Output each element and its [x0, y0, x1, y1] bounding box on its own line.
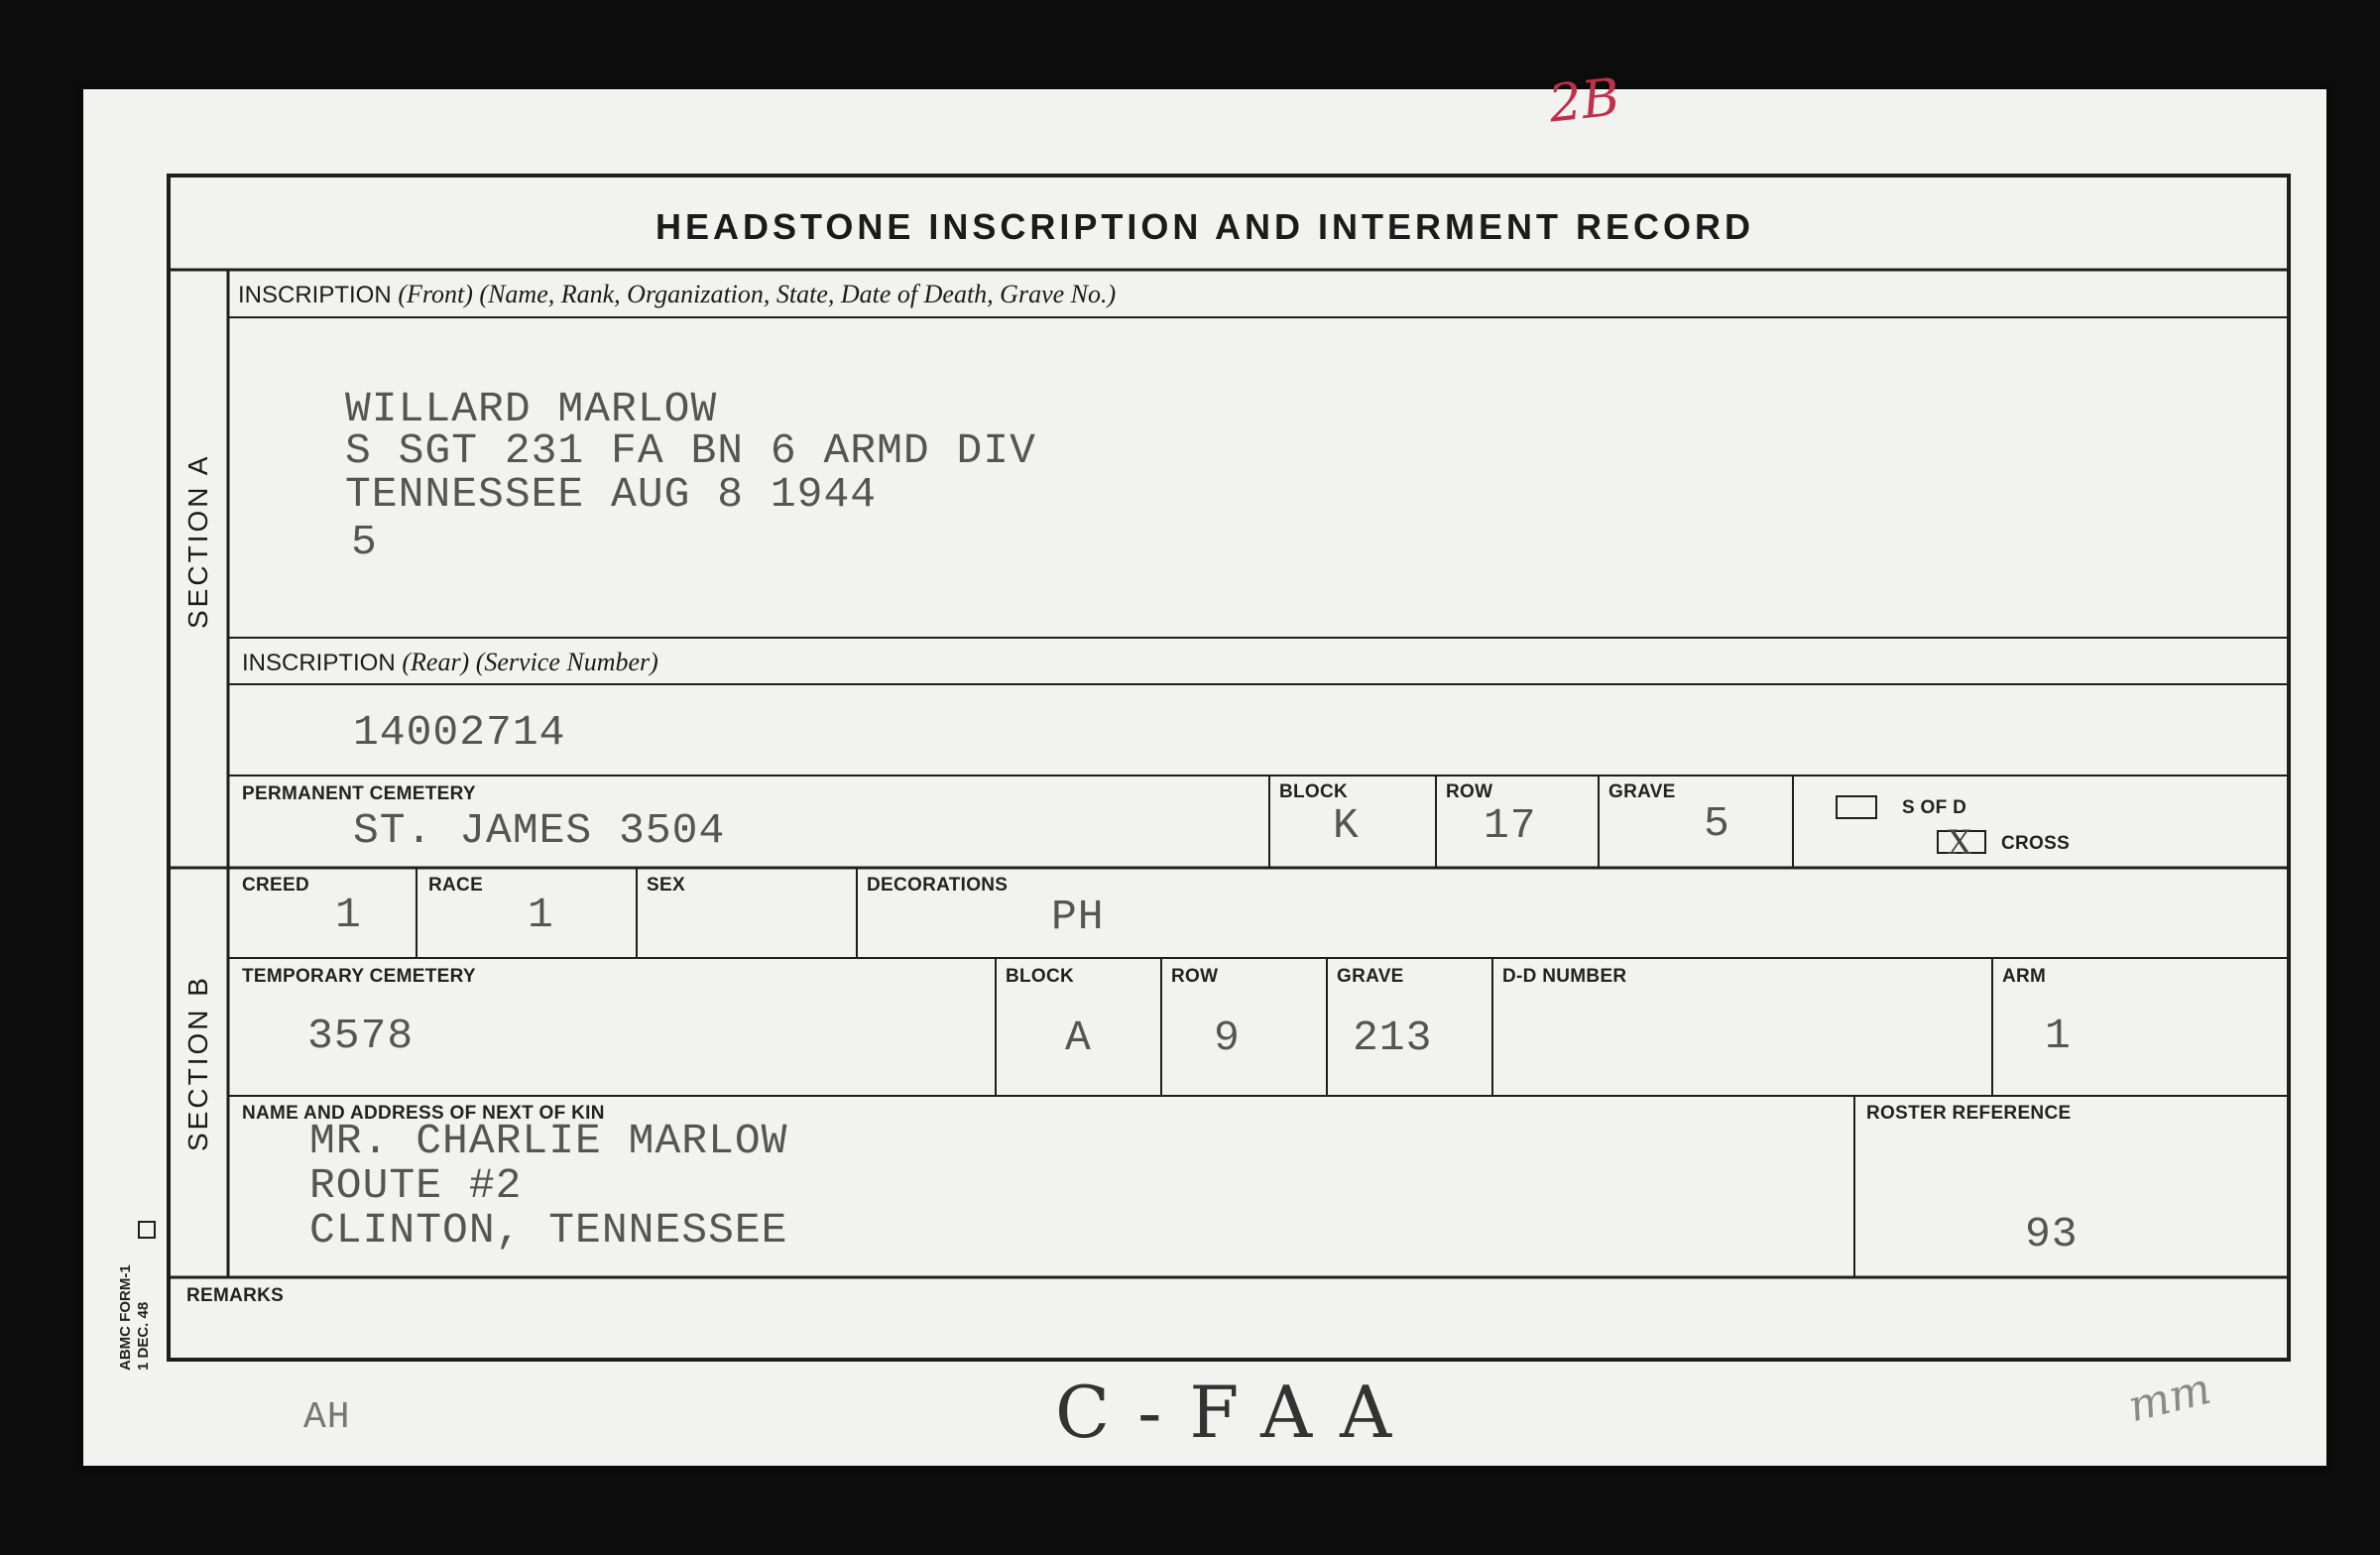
sex-label: SEX	[647, 875, 685, 896]
block-label: BLOCK	[1279, 781, 1349, 802]
temporary-cemetery-value: 3578	[307, 1012, 415, 1060]
record-card	[83, 67, 2326, 1466]
roster-reference-label: ROSTER REFERENCE	[1866, 1103, 2072, 1124]
temp-grave-label: GRAVE	[1337, 966, 1404, 987]
arm-value: 1	[2045, 1012, 2072, 1060]
permanent-cemetery-label: PERMANENT CEMETERY	[242, 783, 476, 804]
cross-label: CROSS	[2001, 833, 2071, 854]
race-value: 1	[528, 891, 554, 939]
remarks-handwritten-note: C-FAA	[1055, 1371, 1420, 1454]
inscription-front-line-1: WILLARD MARLOW	[345, 385, 718, 433]
temporary-cemetery-label: TEMPORARY CEMETERY	[242, 966, 476, 987]
red-pencil-mark: 2B	[1546, 67, 1623, 135]
temp-block-value: A	[1065, 1014, 1092, 1062]
creed-label: CREED	[242, 875, 310, 896]
decorations-label: DECORATIONS	[867, 875, 1009, 896]
cross-checkmark: X	[1948, 823, 1972, 863]
corner-pencil-scribble: mm	[2123, 1363, 2216, 1433]
temp-row-value: 9	[1214, 1014, 1241, 1062]
arm-label: ARM	[2002, 966, 2047, 987]
next-of-kin-label: NAME AND ADDRESS OF NEXT OF KIN	[242, 1103, 605, 1124]
form-title: HEADSTONE INSCRIPTION AND INTERMENT RECORD	[654, 206, 1755, 247]
inscription-front-line-3: TENNESSEE AUG 8 1944	[345, 470, 878, 519]
grave-value: 5	[1704, 799, 1730, 848]
inscription-front-line-4: 5	[351, 518, 378, 566]
next-of-kin-line-1: MR. CHARLIE MARLOW	[309, 1117, 788, 1165]
inscription-front-header: INSCRIPTION (Front) (Name, Rank, Organization, State, Date of Death, Grave No.)	[238, 280, 1117, 308]
block-value: K	[1333, 801, 1360, 850]
inscription-rear-header: INSCRIPTION (Rear) (Service Number)	[242, 648, 658, 676]
permanent-cemetery-value: ST. JAMES 3504	[353, 806, 726, 855]
grave-label: GRAVE	[1608, 781, 1676, 802]
next-of-kin-line-2: ROUTE #2	[309, 1161, 523, 1210]
roster-reference-value: 93	[2025, 1210, 2079, 1258]
inscription-front-line-2: S SGT 231 FA BN 6 ARMD DIV	[345, 426, 1036, 475]
remarks-typed-note: AH	[303, 1396, 351, 1439]
temp-block-label: BLOCK	[1006, 966, 1075, 987]
next-of-kin-line-3: CLINTON, TENNESSEE	[309, 1206, 788, 1255]
creed-value: 1	[335, 891, 362, 939]
row-label: ROW	[1446, 781, 1493, 802]
row-value: 17	[1484, 801, 1537, 850]
section-a-label: SECTION A	[182, 453, 213, 629]
race-label: RACE	[428, 875, 484, 896]
temp-grave-value: 213	[1353, 1014, 1433, 1062]
temp-row-label: ROW	[1171, 966, 1219, 987]
service-number: 14002714	[353, 708, 566, 757]
decorations-value: PH	[1051, 893, 1105, 941]
section-b-label: SECTION B	[182, 975, 213, 1151]
dd-number-label: D-D NUMBER	[1502, 966, 1627, 987]
remarks-label: REMARKS	[186, 1285, 285, 1306]
s-of-d-label: S OF D	[1902, 797, 1967, 818]
form-identifier: ABMC FORM-1 1 DEC. 48	[117, 1264, 152, 1371]
